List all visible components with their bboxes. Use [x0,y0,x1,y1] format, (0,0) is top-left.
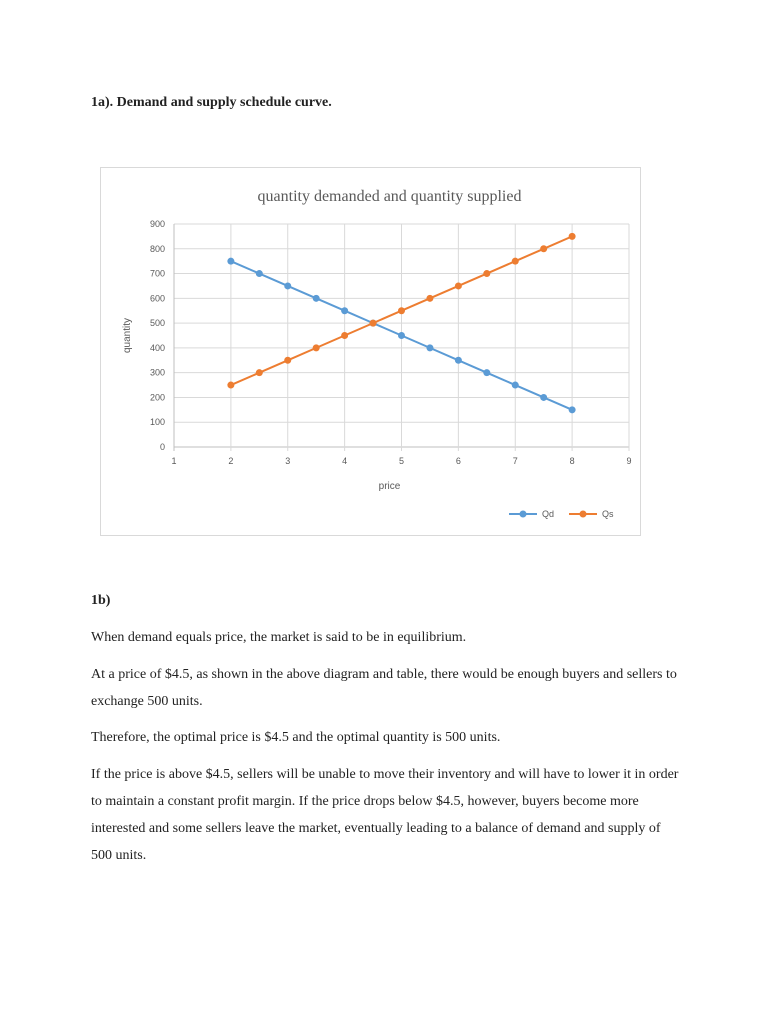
y-tick-label: 900 [149,219,165,229]
data-point-qd [455,357,462,364]
data-point-qs [483,270,490,277]
data-point-qd [512,382,519,389]
x-tick-label: 6 [455,456,461,466]
x-tick-label: 2 [228,456,234,466]
y-tick-label: 500 [149,318,165,329]
x-tick-label: 3 [285,456,291,466]
data-point-qs [256,369,263,376]
legend-marker-qs [580,511,587,518]
chart-title: quantity demanded and quantity supplied [257,188,522,205]
y-tick-label: 300 [149,367,165,378]
data-point-qs [540,245,547,252]
data-point-qd [426,344,433,351]
y-tick-label: 700 [149,268,165,279]
demand-supply-chart [101,168,642,537]
data-point-qs [341,332,348,339]
data-point-qd [284,282,291,289]
x-tick-label: 4 [342,456,348,466]
data-point-qd [227,258,234,265]
chart-container [100,167,641,536]
data-point-qs [398,307,405,314]
data-point-qd [341,307,348,314]
data-point-qs [313,344,320,351]
data-point-qs [370,320,377,327]
legend-label-qd: Qd [542,509,555,519]
data-point-qd [569,406,576,413]
x-tick-label: 8 [569,456,575,466]
data-point-qs [455,282,462,289]
section-a-heading: 1a). Demand and supply schedule curve. [91,95,332,110]
data-point-qd [398,332,405,339]
x-tick-label: 5 [398,456,405,466]
y-tick-label: 400 [149,342,165,353]
x-axis-label: price [378,481,401,492]
paragraph-optimal: Therefore, the optimal price is $4.5 and the optimal quantity is 500 units. [91,730,501,745]
data-point-qs [284,357,291,364]
x-tick-label: 7 [512,456,518,466]
x-tick-label: 9 [626,456,632,466]
data-point-qd [256,270,263,277]
y-tick-label: 600 [149,293,165,304]
y-tick-label: 0 [159,442,165,452]
data-point-qs [227,382,234,389]
paragraph-equilibrium: When demand equals price, the market is said to be in equilibrium. [91,630,467,645]
data-point-qs [569,233,576,240]
data-point-qs [512,258,519,265]
legend-marker-qd [520,511,527,518]
legend-label-qs: Qs [602,509,614,519]
paragraph-adjustment: If the price is above $4.5, sellers will be unable to move their inventory and will have to lower it in order to maintain a constant profit margin. If the price drops below $4.5, however, buyers become more interested and some sellers leave the market, eventually leading to a balance of demand and supply of 500 units. [91,767,679,863]
paragraph-price-example: At a price of $4.5, as shown in the above diagram and table, there would be enough buyers and sellers to exchange 500 units. [91,667,677,709]
y-tick-label: 100 [149,417,165,428]
section-b-heading: 1b) [91,593,111,608]
data-point-qd [540,394,547,401]
x-tick-label: 1 [171,456,177,466]
data-point-qs [426,295,433,302]
y-tick-label: 200 [149,392,165,403]
data-point-qd [313,295,320,302]
y-tick-label: 800 [149,243,165,254]
y-axis-label: quantity [122,317,133,354]
data-point-qd [483,369,490,376]
